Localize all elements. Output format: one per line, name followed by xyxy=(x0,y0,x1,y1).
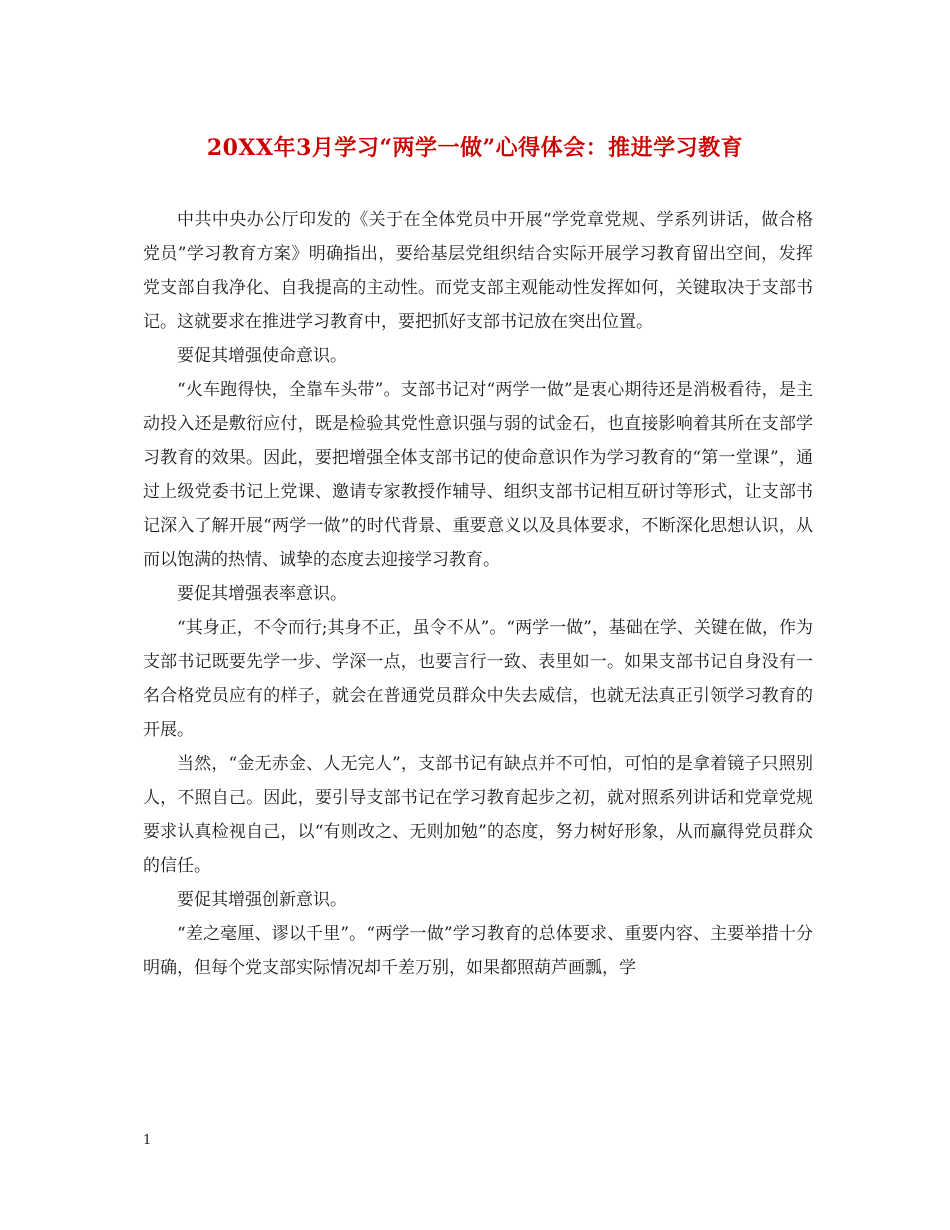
paragraph: “其身正，不令而行;其身不正，虽令不从”。“两学一做”，基础在学、关键在做，作为支部书记既要先学一步、学深一点，也要言行一致、表里如一。如果支部书记自身没有一名合格党员应有的样子，就会在普通党员群众中失去威信，也就无法真正引领学习教育的开展。 xyxy=(143,618,813,740)
document-title: 20XX年3月学习“两学一做”心得体会：推进学习教育 xyxy=(206,135,744,161)
paragraph: “差之毫厘、谬以千里”。“两学一做”学习教育的总体要求、重要内容、主要举措十分明确，但每个党支部实际情况却千差万别，如果都照葫芦画瓢，学 xyxy=(143,924,813,978)
paragraph: “火车跑得快，全靠车头带”。支部书记对“两学一做”是衷心期待还是消极看待，是主动投入还是敷衍应付，既是检验其党性意识强与弱的试金石，也直接影响着其所在支部学习教育的效果。因此，要把增强全体支部书记的使命意识作为学习教育的“第一堂课”，通过上级党委书记上党课、邀请专家教授作辅导、组织支部书记相互研讨等形式，让支部书记深入了解开展“两学一做”的时代背景、重要意义以及具体要求，不断深化思想认识，从而以饱满的热情、诚挚的态度去迎接学习教育。 xyxy=(143,380,813,570)
paragraph: 当然，“金无赤金、人无完人”，支部书记有缺点并不可怕，可怕的是拿着镜子只照别人，不照自己。因此，要引导支部书记在学习教育起步之初，就对照系列讲话和党章党规要求认真检视自己，以“有则改之、无则加勉”的态度，努力树好形象，从而赢得党员群众的信任。 xyxy=(143,754,813,876)
section-heading: 要促其增强表率意识。 xyxy=(177,584,347,604)
section-heading: 要促其增强使命意识。 xyxy=(177,346,347,366)
page-number: 1 xyxy=(143,1133,152,1148)
paragraph: 中共中央办公厅印发的《关于在全体党员中开展“学党章党规、学系列讲话，做合格党员”学习教育方案》明确指出，要给基层党组织结合实际开展学习教育留出空间，发挥党支部自我净化、自我提高的主动性。而党支部主观能动性发挥如何，关键取决于支部书记。这就要求在推进学习教育中，要把抓好支部书记放在突出位置。 xyxy=(143,210,813,332)
section-heading: 要促其增强创新意识。 xyxy=(177,890,347,910)
document-body xyxy=(143,203,813,985)
